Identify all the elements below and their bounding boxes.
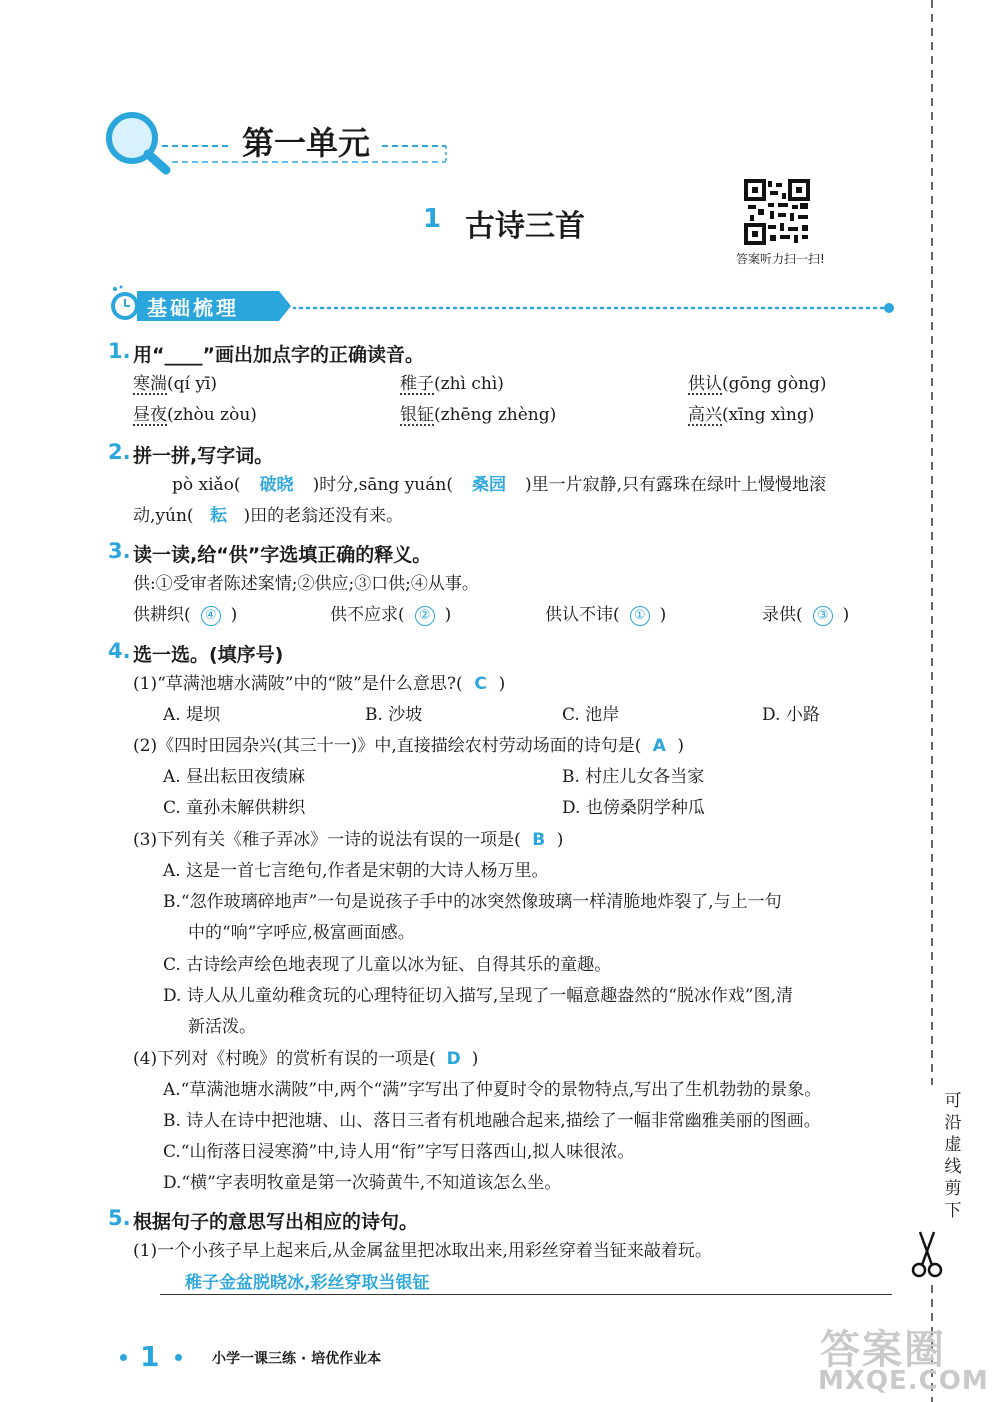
q4-option: B.“忽作玻璃碎地声”一句是说孩子手中的冰突然像玻璃一样清脆地炸裂了,与上一句 [163, 892, 782, 912]
q3-close: ) [444, 605, 452, 625]
q3-answer: ② [415, 606, 435, 626]
q2-text: )时分,sāng yuán( [312, 475, 453, 495]
q1-item [688, 372, 827, 396]
q4-answer: A [652, 736, 666, 756]
q1-item [133, 403, 257, 427]
q4-stem-text: (3)下列有关《稚子弄冰》一诗的说法有误的一项是( [133, 830, 521, 850]
q1-pinyin: (xīng xìng) [722, 405, 815, 425]
section-title: 基础梳理 [147, 296, 239, 320]
q3-word: 录供( [762, 605, 803, 625]
q4-p4-stem [133, 1047, 478, 1071]
lesson-title: 古诗三首 [465, 209, 585, 244]
q2-line-1 [172, 473, 826, 497]
q4-option: B. 诗人在诗中把池塘、山、落日三者有机地融合起来,描绘了一幅非常幽雅美丽的图画。 [163, 1111, 821, 1131]
q3-word: 供耕织( [133, 605, 191, 625]
q4-stem-text: ) [677, 736, 685, 756]
qr-caption: 答案听力扫一扫! [736, 252, 825, 266]
q4-number: 4. [108, 639, 131, 663]
q3-close: ) [842, 605, 850, 625]
q4-p2-stem [133, 734, 684, 758]
q4-answer: D [446, 1049, 461, 1069]
q4-option: C. 古诗绘声绘色地表现了儿童以冰为钲、自得其乐的童趣。 [163, 955, 612, 975]
q3-answer: ④ [201, 606, 221, 626]
q1-item [400, 403, 556, 427]
q4-stem-text: ) [471, 1049, 479, 1069]
q4-p3-stem [133, 828, 563, 852]
q2-number: 2. [108, 440, 131, 464]
q3-close: ) [659, 605, 667, 625]
q1-pinyin: (zhòu zòu) [167, 405, 257, 425]
q2-answer: 桑园 [471, 475, 506, 495]
q4-stem-text: ) [498, 674, 506, 694]
cut-note-char: 沿 [944, 1113, 962, 1133]
q1-title: 用“____”画出加点字的正确读音。 [133, 344, 424, 366]
watermark-top: 答案圈 [820, 1327, 946, 1373]
q4-stem-text: ) [556, 830, 564, 850]
q5-title: 根据句子的意思写出相应的诗句。 [133, 1211, 419, 1233]
q4-option: A. 昼出耘田夜绩麻 [163, 767, 306, 787]
q4-option: 新活泼。 [188, 1017, 256, 1037]
q1-item [688, 403, 814, 427]
q1-word: 稚子 [400, 374, 434, 394]
q1-item [133, 372, 217, 396]
q4-option: C. 池岸 [562, 705, 620, 725]
q1-pinyin: (zhì chì) [434, 374, 504, 394]
q1-number: 1. [108, 339, 131, 363]
q2-text: )田的老翁还没有来。 [243, 506, 404, 526]
cut-note-char: 虚 [944, 1135, 962, 1155]
qr-code[interactable] [744, 179, 810, 245]
q3-item [762, 603, 849, 627]
q3-number: 3. [108, 539, 131, 563]
q2-line-2 [133, 504, 403, 528]
q5-p1-answer: 稚子金盆脱晓冰,彩丝穿取当银钲 [185, 1273, 430, 1293]
watermark-bottom: MXQE.COM [818, 1366, 989, 1396]
q4-option: D. 诗人从儿童幼稚贪玩的心理特征切入描写,呈现了一幅意趣盎然的“脱冰作戏”图,清 [163, 986, 794, 1006]
book-name: 小学一课三练 · 培优作业本 [212, 1351, 382, 1367]
q4-option: D.“横”字表明牧童是第一次骑黄牛,不知道该怎么坐。 [163, 1173, 562, 1193]
q4-option: A. 这是一首七言绝句,作者是宋朝的大诗人杨万里。 [163, 861, 549, 881]
section-banner [107, 280, 897, 330]
q3-answer: ③ [813, 606, 833, 626]
q2-text: 动,yún( [133, 506, 194, 526]
q3-item [133, 603, 237, 627]
footer-dot-icon [120, 1354, 127, 1361]
q4-stem-text: (4)下列对《村晚》的赏析有误的一项是( [133, 1049, 436, 1069]
q3-word: 供不应求( [330, 605, 405, 625]
q1-item [400, 372, 504, 396]
q5-number: 5. [108, 1206, 131, 1230]
q3-title: 读一读,给“供”字选填正确的释义。 [133, 544, 432, 566]
section-dotted-line [293, 300, 897, 316]
q3-item [330, 603, 451, 627]
cut-line [926, 0, 938, 1402]
scissors-icon [910, 1230, 944, 1280]
cut-note-char: 可 [944, 1091, 962, 1111]
q1-word: 银钲 [400, 405, 434, 425]
page-number: 1 [140, 1340, 160, 1373]
q3-close: ) [230, 605, 238, 625]
q4-title: 选一选。(填序号) [133, 644, 284, 666]
q4-stem-text: (2)《四时田园杂兴(其三十一)》中,直接描绘农村劳动场面的诗句是( [133, 736, 642, 756]
q1-word: 供认 [688, 374, 722, 394]
q4-option: 中的“响”字呼应,极富画面感。 [188, 923, 415, 943]
q1-word: 高兴 [688, 405, 722, 425]
q1-pinyin: (gōng gòng) [722, 374, 827, 394]
cut-note-char: 线 [944, 1157, 962, 1177]
q5-p1: (1)一个小孩子早上起来后,从金属盆里把冰取出来,用彩丝穿着当钲来敲着玩。 [133, 1241, 712, 1261]
unit-header [100, 108, 460, 178]
footer [120, 1340, 440, 1376]
q3-word: 供认不讳( [545, 605, 620, 625]
answer-line [160, 1294, 892, 1295]
q4-option: A. 堤坝 [163, 705, 221, 725]
q4-option: B. 村庄儿女各当家 [562, 767, 705, 787]
q1-pinyin: (qí yī) [167, 374, 218, 394]
q4-option: A.“草满池塘水满陂”中,两个“满”字写出了仲夏时令的景物特点,写出了生机勃勃的景象。 [163, 1080, 822, 1100]
q2-title: 拼一拼,写字词。 [133, 445, 274, 467]
q4-answer: B [532, 830, 546, 850]
q4-p1-stem [133, 672, 505, 696]
q3-definition: 供:①受审者陈述案情;②供应;③口供;④从事。 [133, 574, 479, 594]
q4-option: C. 童孙未解供耕织 [163, 798, 306, 818]
q2-answer: 破晓 [259, 475, 294, 495]
footer-dot-icon [175, 1354, 182, 1361]
q4-option: D. 也傍桑阴学种瓜 [562, 798, 705, 818]
cut-note-char: 剪 [944, 1179, 962, 1199]
q3-answer: ① [630, 606, 650, 626]
unit-title: 第一单元 [242, 124, 371, 162]
lesson-number: 1 [423, 204, 442, 234]
q4-option: B. 沙坡 [365, 705, 423, 725]
cut-note-char: 下 [944, 1201, 962, 1221]
q4-option: C.“山衔落日浸寒漪”中,诗人用“衔”字写日落西山,拟人味很浓。 [163, 1142, 635, 1162]
q1-pinyin: (zhēng zhèng) [434, 405, 557, 425]
q2-text: pò xiǎo( [172, 475, 241, 495]
q4-stem-text: (1)“草满池塘水满陂”中的“陂”是什么意思?( [133, 674, 463, 694]
q2-answer: 耘 [210, 506, 228, 526]
q3-item [545, 603, 666, 627]
q1-word: 昼夜 [133, 405, 167, 425]
q4-answer: C [474, 674, 487, 694]
q1-word: 寒湍 [133, 374, 167, 394]
q4-option: D. 小路 [762, 705, 820, 725]
q2-text: )里一片寂静,只有露珠在绿叶上慢慢地滚 [524, 475, 827, 495]
cut-note [938, 1090, 968, 1222]
